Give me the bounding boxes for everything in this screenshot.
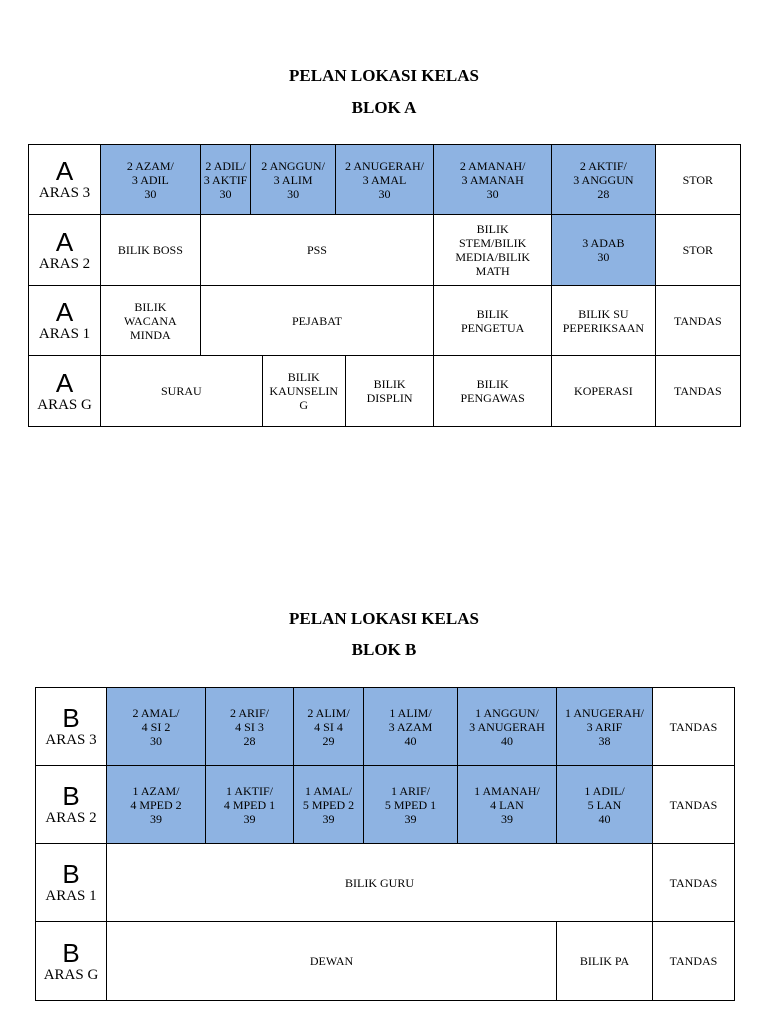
level-header [36, 688, 107, 766]
room-cell [552, 286, 656, 356]
room-label: 2 ADIL/ 3 AKTIF 30 [203, 158, 248, 201]
room-cell [458, 688, 557, 766]
room-label: 1 ANUGERAH/ 3 ARIF 38 [564, 705, 644, 748]
room-label: 1 AMANAH/ 4 LAN 39 [474, 783, 540, 826]
side-room-cell: TANDAS [653, 688, 735, 766]
room-cell [262, 356, 345, 427]
block-letter: B [62, 937, 80, 968]
block-a-row-aras-g [29, 356, 741, 427]
side-room-cell: TANDAS [655, 356, 740, 427]
level-header [36, 922, 107, 1001]
room-cell [107, 688, 206, 766]
room-cell [200, 286, 434, 356]
room-label: BILIK DISPLIN [366, 377, 413, 405]
block-a-title: PELAN LOKASI KELAS [289, 66, 479, 85]
room-cell [335, 145, 434, 215]
room-label: 1 AZAM/ 4 MPED 2 39 [130, 783, 182, 826]
room-label: 2 AMANAH/ 3 AMANAH 30 [459, 158, 526, 201]
side-room-cell: TANDAS [653, 844, 735, 922]
room-cell [434, 145, 552, 215]
block-letter: B [62, 703, 80, 733]
block-letter: A [55, 297, 74, 327]
block-a-row-aras-1 [29, 286, 741, 356]
block-a-row-aras-3 [29, 145, 741, 215]
room-cell [557, 922, 653, 1001]
room-cell [364, 766, 458, 844]
block-b-subtitle: BLOK B [351, 640, 417, 659]
room-cell [206, 688, 294, 766]
room-cell [200, 215, 434, 286]
room-cell [294, 688, 364, 766]
block-b-row-aras-2 [36, 766, 735, 844]
room-cell [101, 215, 201, 286]
room-cell [434, 286, 552, 356]
block-a-row-aras-2 [29, 215, 741, 286]
room-label: 2 AMAL/ 4 SI 2 30 [132, 705, 180, 748]
room-label: 1 ANGGUN/ 3 ANUGERAH 40 [469, 705, 545, 748]
room-label: 1 ARIF/ 5 MPED 1 39 [384, 783, 437, 826]
side-room-cell: TANDAS [655, 286, 740, 356]
level-label: ARAS 2 [38, 255, 91, 272]
block-letter: B [62, 781, 80, 811]
room-cell [101, 145, 201, 215]
room-cell [107, 844, 653, 922]
room-label: 1 AMAL/ 5 MPED 2 39 [302, 783, 355, 826]
block-letter: A [55, 156, 74, 186]
level-header [36, 844, 107, 922]
level-label: ARAS 3 [38, 185, 91, 201]
room-cell [552, 145, 656, 215]
room-label: 2 AZAM/ 3 ADIL 30 [126, 158, 174, 201]
room-label: 1 ALIM/ 3 AZAM 40 [388, 705, 433, 748]
level-label: ARAS 3 [45, 732, 97, 748]
level-header [36, 766, 107, 844]
level-label: ARAS 2 [45, 810, 97, 826]
room-label: 2 ALIM/ 4 SI 4 29 [307, 705, 350, 748]
room-cell [345, 356, 433, 427]
room-cell [107, 922, 557, 1001]
room-label: DEWAN [309, 954, 354, 968]
room-label: 3 ADAB 30 [582, 236, 625, 264]
room-cell [101, 286, 201, 356]
side-room-cell: STOR [655, 215, 740, 286]
room-label: KOPERASI [574, 384, 633, 398]
room-cell [364, 688, 458, 766]
room-cell [251, 145, 335, 215]
room-label: PEJABAT [291, 313, 342, 328]
block-a-subtitle: BLOK A [351, 98, 417, 117]
room-label: BILIK KAUNSELIN G [269, 370, 339, 412]
level-header [29, 356, 101, 427]
block-letter: A [55, 226, 74, 257]
block-b-row-aras-1 [36, 844, 735, 922]
level-header [29, 286, 101, 356]
room-label: 1 ADIL/ 5 LAN 40 [584, 783, 625, 826]
side-room-cell: TANDAS [653, 766, 735, 844]
level-header [29, 215, 101, 286]
room-cell [552, 215, 656, 286]
room-label: 2 ARIF/ 4 SI 3 28 [229, 705, 269, 748]
room-label: BILIK WACANA MINDA [124, 299, 177, 342]
room-label: 2 ANUGERAH/ 3 AMAL 30 [344, 158, 424, 201]
room-label: SURAU [161, 384, 202, 398]
room-cell [107, 766, 206, 844]
room-cell [294, 766, 364, 844]
block-letter: A [55, 367, 74, 398]
room-cell [552, 356, 656, 427]
room-label: 2 AKTIF/ 3 ANGGUN 28 [573, 158, 634, 201]
room-cell [200, 145, 251, 215]
room-cell [434, 356, 552, 427]
room-label: 1 AKTIF/ 4 MPED 1 39 [223, 783, 276, 826]
room-label: BILIK SU PEPERIKSAAN [562, 306, 645, 335]
level-header [29, 145, 101, 215]
room-label: PSS [306, 243, 327, 257]
block-b-title: PELAN LOKASI KELAS [289, 609, 479, 628]
block-a-plan-table [28, 144, 741, 427]
level-label: ARAS 1 [38, 326, 91, 342]
room-label: BILIK PENGETUA [461, 306, 525, 335]
side-room-cell: STOR [655, 145, 740, 215]
room-cell [557, 766, 653, 844]
side-room-cell: TANDAS [653, 922, 735, 1001]
room-label: BILIK PA [579, 954, 630, 968]
block-letter: B [62, 859, 80, 889]
level-label: ARAS G [43, 966, 99, 983]
level-label: ARAS G [37, 396, 92, 413]
level-label: ARAS 1 [45, 888, 97, 904]
room-label: BILIK BOSS [117, 243, 183, 257]
room-cell [434, 215, 552, 286]
room-label: BILIK STEM/BILIK MEDIA/BILIK MATH [455, 222, 530, 278]
room-label: BILIK PENGAWAS [460, 377, 525, 405]
room-cell [206, 766, 294, 844]
block-b-row-aras-3 [36, 688, 735, 766]
room-label: 2 ANGGUN/ 3 ALIM 30 [261, 158, 325, 201]
room-label: BILIK GURU [345, 875, 414, 890]
room-cell [458, 766, 557, 844]
block-b-row-aras-g [36, 922, 735, 1001]
block-b-plan-table [35, 687, 735, 1001]
room-cell [101, 356, 262, 427]
room-cell [557, 688, 653, 766]
